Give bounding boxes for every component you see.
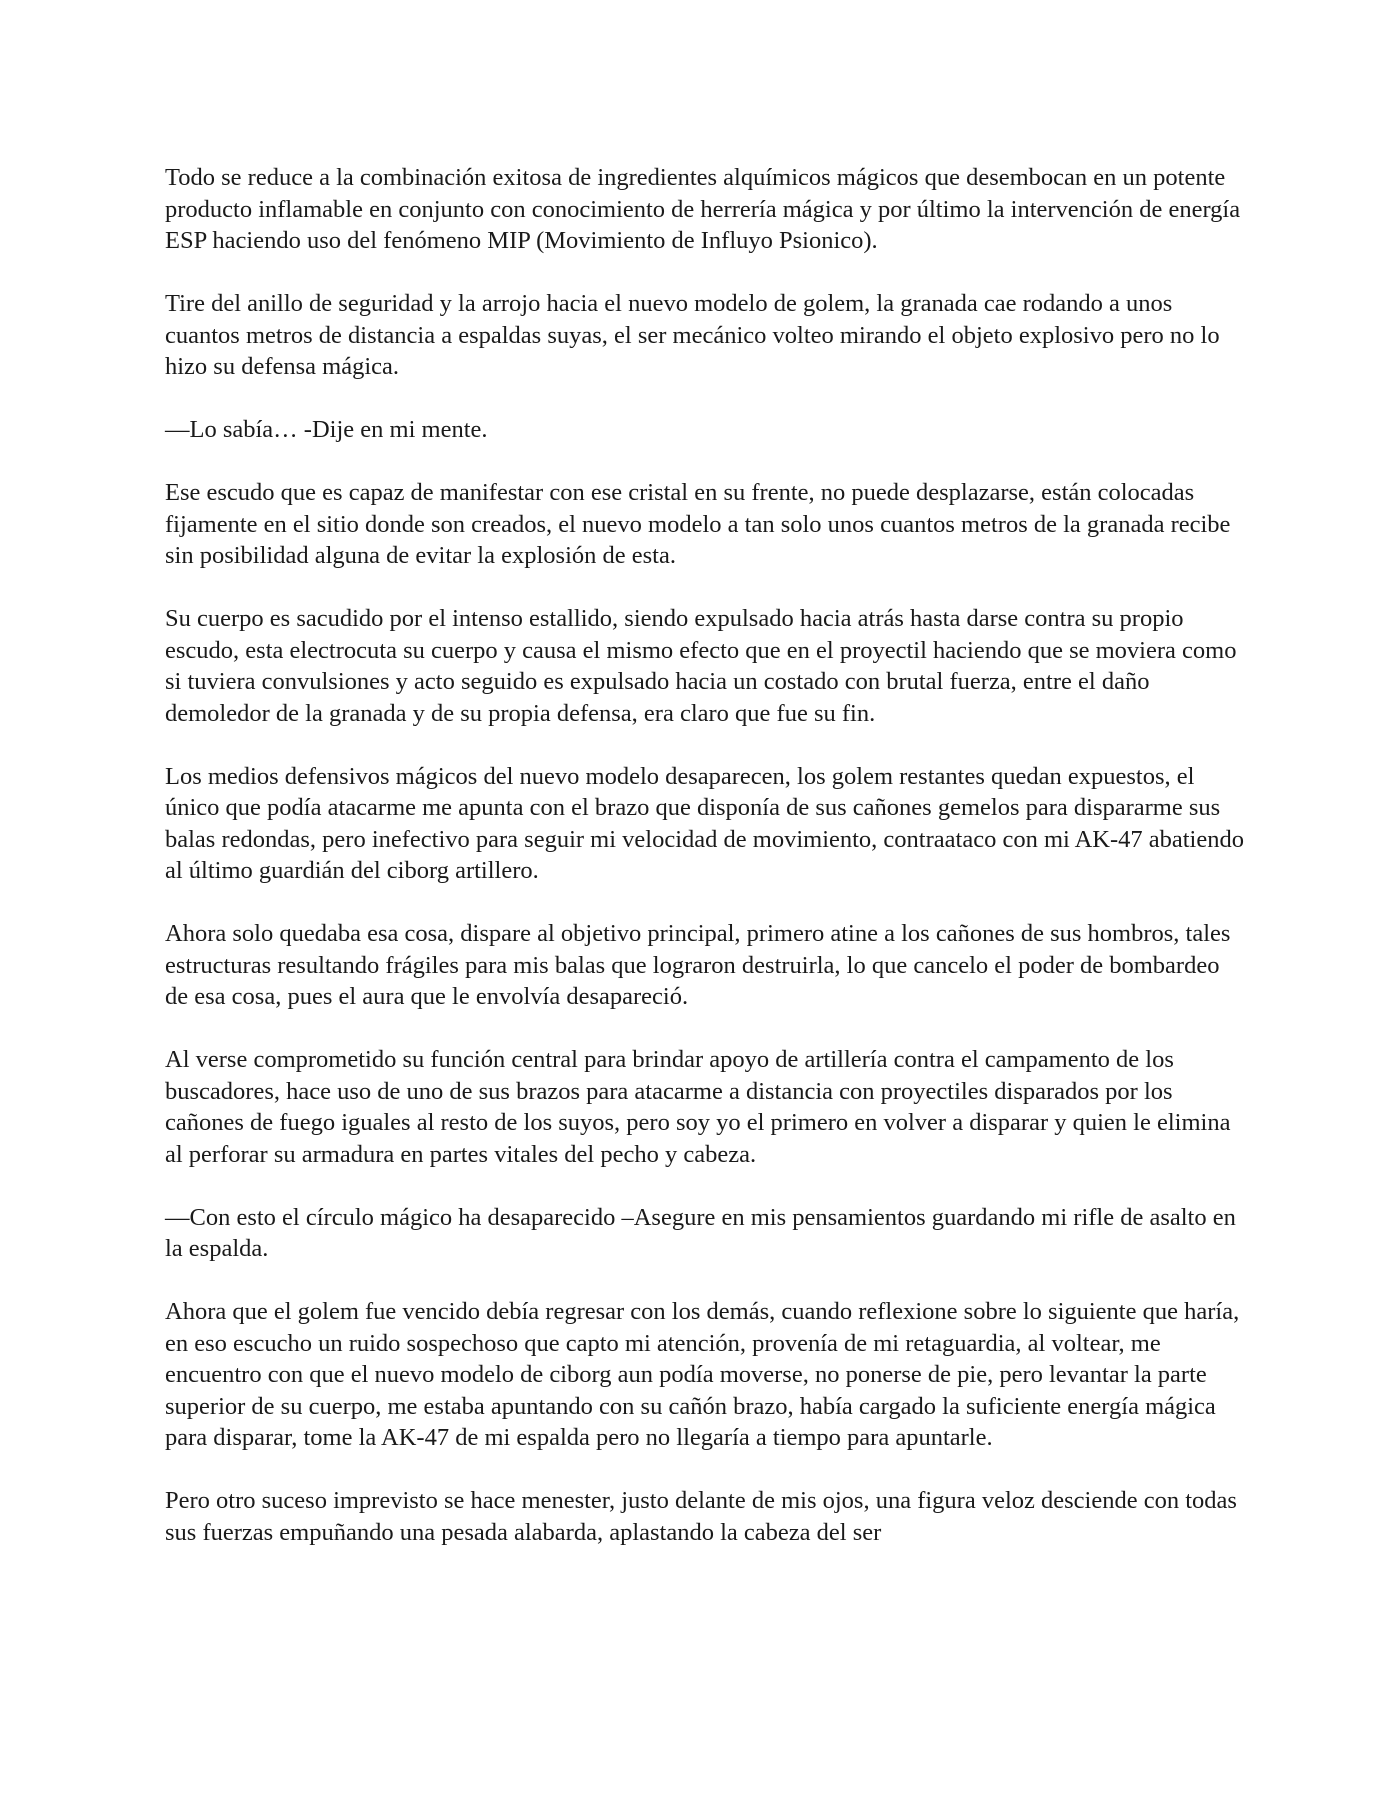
paragraph: Los medios defensivos mágicos del nuevo modelo desaparecen, los golem restantes quedan expuestos, el único que podía atacarme me apunta con el brazo que disponía de sus cañones gemelos para dispararme sus balas redondas, pero inefectivo para seguir mi velocidad de movimiento, contraataco con mi AK-47 abatiendo al último guardián del ciborg artillero. [165, 762, 1244, 884]
paragraph: Ese escudo que es capaz de manifestar con ese cristal en su frente, no puede desplazarse, están colocadas fijamente en el sitio donde son creados, el nuevo modelo a tan solo unos cuantos metros de la granada recibe sin posibilidad alguna de evitar la explosión de esta. [165, 479, 1231, 569]
paragraph: Al verse comprometido su función central para brindar apoyo de artillería contra el campamento de los buscadores, hace uso de uno de sus brazos para atacarme a distancia con proyectiles disparados por los cañones de fuego iguales al resto de los suyos, pero soy yo el primero en volver a disparar y quien le elimina al perforar su armadura en partes vitales del pecho y cabeza. [165, 1046, 1231, 1168]
paragraph: Todo se reduce a la combinación exitosa de ingredientes alquímicos mágicos que desembocan en un potente producto inflamable en conjunto con conocimiento de herrería mágica y por último la intervención de energía ESP haciendo uso del fenómeno MIP (Movimiento de Influyo Psionico). [165, 164, 1241, 254]
paragraph: Su cuerpo es sacudido por el intenso estallido, siendo expulsado hacia atrás hasta darse contra su propio escudo, esta electrocuta su cuerpo y causa el mismo efecto que en el proyectil haciendo que se moviera como si tuviera convulsiones y acto seguido es expulsado hacia un costado con brutal fuerza, entre el daño demoledor de la granada y de su propia defensa, era claro que fue su fin. [165, 605, 1237, 727]
paragraph: Ahora solo quedaba esa cosa, dispare al objetivo principal, primero atine a los cañones de sus hombros, tales estructuras resultando frágiles para mis balas que lograron destruirla, lo que cancelo el poder de bombardeo de esa cosa, pues el aura que le envolvía desapareció. [165, 920, 1231, 1010]
body-text [165, 162, 1245, 1548]
paragraph: Pero otro suceso imprevisto se hace menester, justo delante de mis ojos, una figura veloz desciende con todas sus fuerzas empuñando una pesada alabarda, aplastando la cabeza del ser [165, 1487, 1237, 1546]
paragraph: Ahora que el golem fue vencido debía regresar con los demás, cuando reflexione sobre lo siguiente que haría, en eso escucho un ruido sospechoso que capto mi atención, provenía de mi retaguardia, al voltear, me encuentro con que el nuevo modelo de ciborg aun podía moverse, no ponerse de pie, pero levantar la parte superior de su cuerpo, me estaba apuntando con su cañón brazo, había cargado la suficiente energía mágica para disparar, tome la AK-47 de mi espalda pero no llegaría a tiempo para apuntarle. [165, 1298, 1240, 1451]
paragraph: —Con esto el círculo mágico ha desaparecido –Asegure en mis pensamientos guardando mi rifle de asalto en la espalda. [165, 1203, 1236, 1262]
paragraph: —Lo sabía… -Dije en mi mente. [165, 416, 488, 443]
paragraph: Tire del anillo de seguridad y la arrojo hacia el nuevo modelo de golem, la granada cae rodando a unos cuantos metros de distancia a espaldas suyas, el ser mecánico volteo mirando el objeto explosivo pero no lo hizo su defensa mágica. [165, 290, 1220, 380]
